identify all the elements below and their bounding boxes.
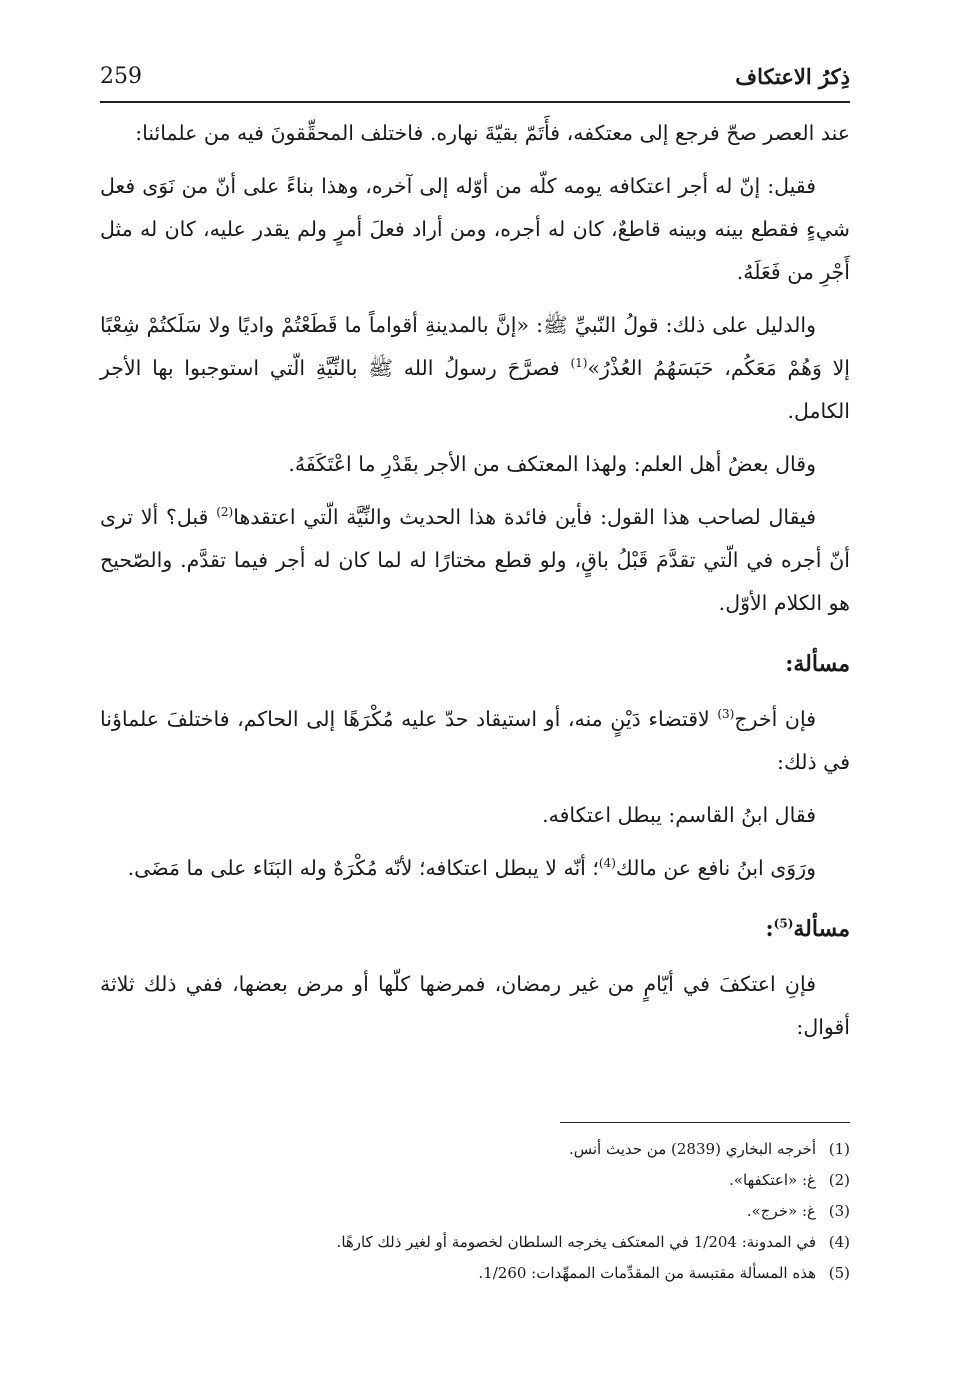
- footnotes: [100, 1134, 850, 1289]
- footnote-number: (1): [828, 1140, 850, 1158]
- section-heading-2-text: مسألة: [793, 916, 850, 942]
- footnote-1: [100, 1134, 850, 1165]
- footnote-2: [100, 1165, 850, 1196]
- page-number: 259: [100, 64, 142, 89]
- footnote-ref-3: (3): [717, 707, 735, 722]
- paragraph-1: عند العصر صحّ فرجع إلى معتكفه، فأَتَمّ بقيّةَ نهاره. فاختلف المحقِّقونَ فيه من علمائنا:: [135, 121, 850, 145]
- paragraph-3: [100, 304, 850, 433]
- paragraph-8: [100, 847, 850, 890]
- footnote-5: [100, 1258, 850, 1289]
- paragraph-6-text-a: فإن أخرج: [734, 707, 817, 731]
- paragraph-5-text-a: فيقال لصاحب هذا القول: فأين فائدة هذا الحديث والنِّيَّة الّتي اعتقدها: [233, 505, 816, 529]
- footnote-ref-1: (1): [570, 356, 588, 371]
- paragraph-3-text-b: فصرَّحَ رسولُ الله ﷺ بالنِّيَّةِ الّتي استوجبوا بها الأجر الكامل.: [100, 356, 850, 423]
- footnote-ref-5: (5): [773, 916, 794, 931]
- footnote-ref-2: (2): [216, 505, 234, 520]
- footnote-text: غ: «خرج».: [746, 1202, 816, 1220]
- paragraph-8-text-a: ورَوَى ابنُ نافع عن مالك: [615, 856, 816, 880]
- footnote-3: [100, 1196, 850, 1227]
- footnote-text: أخرجه البخاري (2839) من حديث أنس.: [568, 1140, 816, 1158]
- paragraph-6-text-b: لاقتضاء دَيْنٍ منه، أو استيقاد حدّ عليه مُكْرَهًا إلى الحاكم، فاختلفَ علماؤنا في ذلك:: [100, 707, 850, 774]
- paragraph-3-text-a: والدليل على ذلك: قولُ النّبيِّ ﷺ: «إنَّ بالمدينةِ أقواماً ما قَطَعْتُمْ واديًا ولا سَلَكتُمْ شِعْبًا إلا وَهُمْ مَعَكُم، حَبَسَهُمُ العُذْرُ»: [100, 313, 850, 380]
- main-text: [100, 112, 850, 1059]
- paragraph-5: [100, 496, 850, 625]
- paragraph-4: وقال بعضُ أهل العلم: ولهذا المعتكف من الأجر بقَدْرِ ما اعْتَكَفَهُ.: [288, 452, 816, 476]
- header-rule: [100, 101, 850, 103]
- paragraph-2: فقيل: إنّ له أجر اعتكافه يومه كلّه من أوّله إلى آخره، وهذا بناءً على أنّ من نَوَى فعل شيءٍ فقطع بينه وبينه قاطعٌ، كان له أجره، ومن أراد فعلَ أمرٍ ولم يقدر عليه، كان له مثل أَجْرِ من فَعَلَهُ.: [100, 174, 850, 284]
- footnote-number: (4): [828, 1233, 850, 1251]
- section-heading-1: مسألة:: [785, 651, 850, 677]
- footnote-number: (3): [828, 1202, 850, 1220]
- footnote-number: (5): [828, 1264, 850, 1282]
- section-heading-2: [100, 908, 850, 951]
- section-heading-2-colon: :: [765, 916, 774, 942]
- running-title: ذِكرُ الاعتكاف: [735, 64, 850, 89]
- footnote-rule: [560, 1122, 850, 1123]
- paragraph-6: [100, 698, 850, 784]
- paragraph-8-text-b: ؛ أنّه لا يبطل اعتكافه؛ لأنّه مُكْرَهٌ وله البَنَاء على ما مَضَى.: [127, 856, 599, 880]
- paragraph-9: فإنِ اعتكفَ في أيّامٍ من غير رمضان، فمرضها كلّها أو مرض بعضها، ففي ذلك ثلاثة أقوال:: [100, 972, 850, 1039]
- footnote-text: في المدونة: 1/204 في المعتكف يخرجه السلطان لخصومة أو لغير ذلك كارهًا.: [336, 1233, 816, 1251]
- paragraph-7: فقال ابنُ القاسم: يبطل اعتكافه.: [542, 803, 816, 827]
- footnote-text: هذه المسألة مقتبسة من المقدِّمات الممهِّدات: 1/260.: [478, 1264, 816, 1282]
- footnote-4: [100, 1227, 850, 1258]
- paragraph-5-text-b: قبل؟ ألا ترى أنّ أجره في الّتي تقدَّمَ قَبْلُ باقٍ، ولو قطع مختارًا له لما كان له أجر فيما تقدَّم. والصّحيح هو الكلام الأوّل.: [100, 505, 850, 615]
- footnote-number: (2): [828, 1171, 850, 1189]
- footnote-text: غ: «اعتكفها».: [729, 1171, 816, 1189]
- footnote-ref-4: (4): [598, 856, 616, 871]
- page-header: [100, 58, 850, 98]
